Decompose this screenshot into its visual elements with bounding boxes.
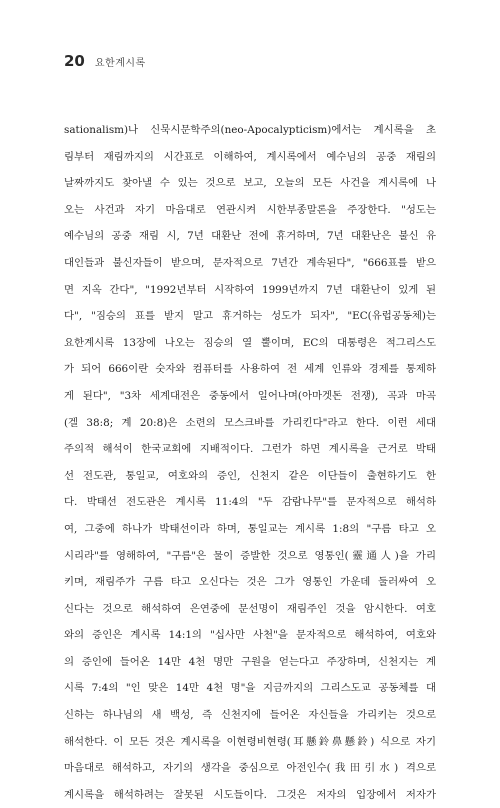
text-line-14: 선 전도관, 통일교, 여호와의 증인, 신천지 같은 이단들이 출현하기도 한 <box>64 469 436 482</box>
text-line-17: 시리라"를 영해하여, "구름"은 물이 증발한 것으로 영통인(靈通人)을 가리 <box>64 549 436 562</box>
text-line-24: 해석한다. 이 모든 것은 계시록을 이현령비현령(耳懸鈴鼻懸鈴) 식으로 자기 <box>64 735 436 748</box>
body-paragraph <box>64 117 436 808</box>
text-line-26: 계시록을 해석하려는 잘못된 시도들이다. 그것은 저자의 입장에서 저자가 <box>64 788 436 801</box>
text-line-12: (겔 38:8; 계 20:8)은 소련의 모스크바를 가리킨다"라고 한다. 이런 세대 <box>64 416 436 429</box>
text-line-1: sationalism)나 신묵시문학주의(neo-Apocalypticism)에서는 계시록을 초 <box>64 124 436 136</box>
page-number: 20 <box>64 52 85 70</box>
text-line-5: 예수님의 공중 재림 시, 7년 대환난 전에 휴거하며, 7년 대환난은 불신 유 <box>64 230 436 243</box>
text-line-15: 다. 박태선 전도관은 계시록 11:4의 "두 감람나무"를 문자적으로 해석하 <box>64 496 436 509</box>
text-line-3: 날짜까지도 찾아낼 수 있는 것으로 보고, 오늘의 모든 사건을 계시록에 나 <box>64 177 436 190</box>
text-line-13: 주의적 해석이 한국교회에 지배적이다. 그런가 하면 계시록을 근거로 박태 <box>64 443 436 456</box>
text-line-16: 여, 그중에 하나가 박태선이라 하며, 통일교는 계시록 1:8의 "구름 타고 오 <box>64 522 436 535</box>
running-head <box>64 52 146 72</box>
text-line-19: 신다는 것으로 해석하여 은연중에 문선명이 재림주인 것을 암시한다. 여호 <box>64 602 436 615</box>
text-line-4: 오는 사건과 자기 마음대로 연관시켜 시한부종말론을 주장한다. "성도는 <box>64 203 436 216</box>
text-line-2: 림부터 재림까지의 시간표로 이해하여, 계시록에서 예수님의 공중 재림의 <box>64 150 436 163</box>
text-line-23: 신하는 하나님의 새 백성, 즉 신천지에 들어온 자신들을 가리키는 것으로 <box>64 709 436 722</box>
text-line-8: 다", "짐승의 표를 받지 말고 휴거하는 성도가 되자", "EC(유럽공동체)는 <box>64 310 436 323</box>
text-line-25: 마음대로 해석하고, 자기의 생각을 중심으로 아전인수(我田引水) 격으로 <box>64 762 436 775</box>
text-line-9: 요한계시록 13장에 나오는 짐승의 열 뿔이며, EC의 대통령은 적그리스도 <box>64 336 436 349</box>
text-line-11: 게 된다", "3차 세계대전은 중동에서 일어나며(아마겟돈 전쟁), 곡과 마곡 <box>64 389 436 402</box>
text-line-7: 면 지옥 간다", "1992년부터 시작하여 1999년까지 7년 대환난이 있게 된 <box>64 283 436 296</box>
running-title: 요한계시록 <box>94 58 146 69</box>
text-line-6: 대인들과 불신자들이 받으며, 문자적으로 7년간 계속된다", "666표를 받으 <box>64 256 436 269</box>
text-line-10: 가 되어 666이란 숫자와 컴퓨터를 사용하여 전 세계 인류와 경제를 통제하 <box>64 363 436 376</box>
text-line-20: 와의 증인은 계시록 14:1의 "십사만 사천"을 문자적으로 해석하여, 여호와 <box>64 629 436 642</box>
text-line-22: 시록 7:4의 "인 맞은 14만 4천 명"을 지금까지의 그리스도교 공동체를 대 <box>64 682 436 695</box>
text-line-21: 의 증인에 들어온 14만 4천 명만 구원을 얻는다고 주장하며, 신천지는 계 <box>64 655 436 668</box>
text-line-18: 키며, 재림주가 구름 타고 오신다는 것은 그가 영통인 가운데 둘러싸여 오 <box>64 576 436 589</box>
